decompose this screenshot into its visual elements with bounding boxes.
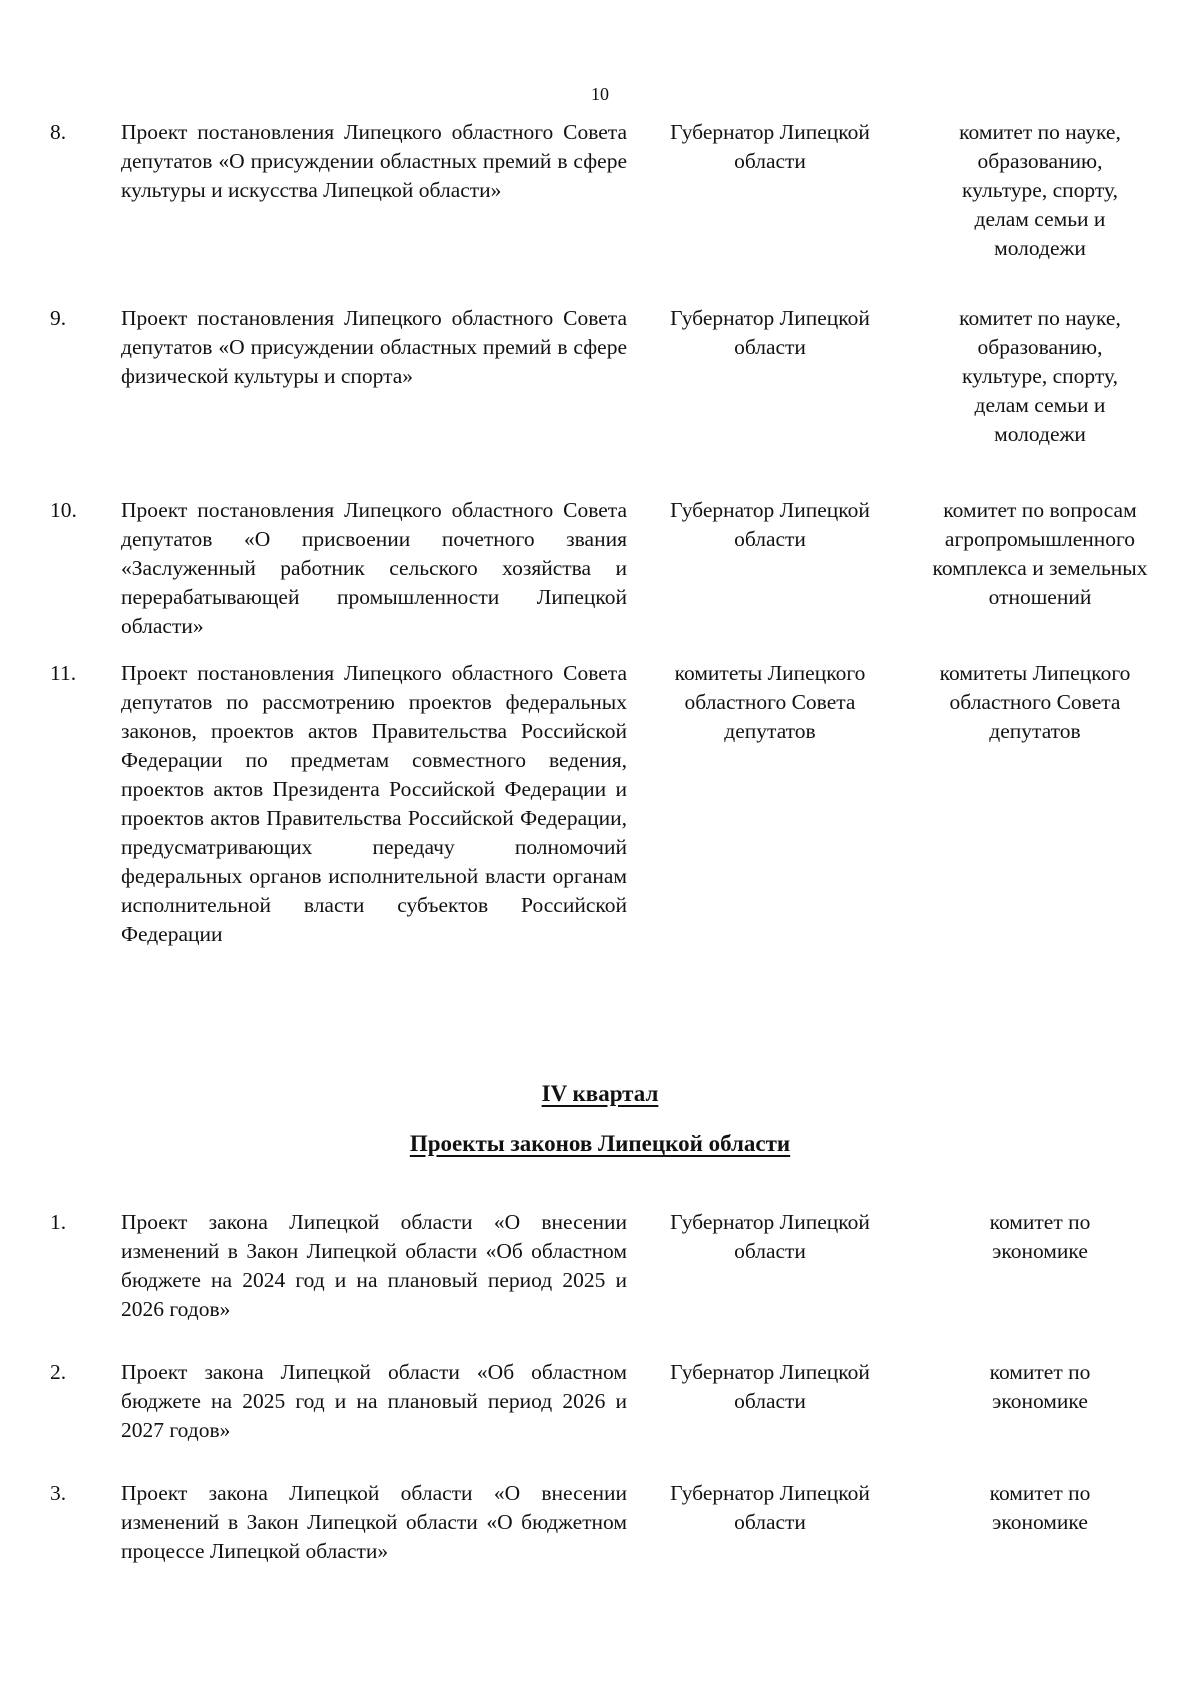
section-title-heading: Проекты законов Липецкой области [409,1131,791,1156]
item-committee: комитет по науке, образованию, культуре, спорту, делам семьи и молодежи [959,306,1121,446]
item-number: 11. [50,661,77,685]
item-committee: комитет по экономике [989,1360,1091,1413]
item-description: Проект постановления Липецкого областного Совета депутатов «О присуждении областных премий в сфере культуры и искусства Липецкой области» [121,120,627,202]
item-committee: комитеты Липецкого областного Совета депутатов [939,661,1131,743]
item-number: 1. [50,1210,67,1234]
section-quarter-heading: IV квартал [541,1081,659,1106]
item-number: 8. [50,120,67,144]
item-description: Проект постановления Липецкого областного Совета депутатов «О присвоении почетного звания «Заслуженный работник сельского хозяйства и перерабатывающей промышленности Липецкой области» [121,498,627,638]
item-number: 2. [50,1360,67,1384]
item-description: Проект постановления Липецкого областного Совета депутатов «О присуждении областных премий в сфере физической культуры и спорта» [121,306,627,388]
item-description: Проект закона Липецкой области «Об областном бюджете на 2025 год и на плановый период 2026 и 2027 годов» [121,1360,627,1442]
item-initiator: Губернатор Липецкой области [670,1210,870,1263]
item-initiator: комитеты Липецкого областного Совета депутатов [674,661,866,743]
item-initiator: Губернатор Липецкой области [670,1481,870,1534]
item-description: Проект закона Липецкой области «О внесении изменений в Закон Липецкой области «О бюджетном процессе Липецкой области» [121,1481,627,1563]
item-committee: комитет по экономике [989,1481,1091,1534]
item-initiator: Губернатор Липецкой области [670,1360,870,1413]
item-committee: комитет по науке, образованию, культуре, спорту, делам семьи и молодежи [959,120,1121,260]
item-description: Проект закона Липецкой области «О внесении изменений в Закон Липецкой области «Об областном бюджете на 2024 год и на плановый период 2025 и 2026 годов» [121,1210,627,1321]
item-description: Проект постановления Липецкого областного Совета депутатов по рассмотрению проектов федеральных законов, проектов актов Правительства Российской Федерации по предметам совместного ведения, проектов актов Президента Российской Федерации и проектов актов Правительства Российской Федерации, предусматривающих передачу полномочий федеральных органов исполнительной власти органам исполнительной власти субъектов Российской Федерации [121,661,627,946]
item-number: 10. [50,498,77,522]
item-initiator: Губернатор Липецкой области [670,306,870,359]
item-number: 3. [50,1481,67,1505]
page-number: 10 [591,84,609,104]
item-number: 9. [50,306,67,330]
item-initiator: Губернатор Липецкой области [670,498,870,551]
item-initiator: Губернатор Липецкой области [670,120,870,173]
item-committee: комитет по вопросам агропромышленного комплекса и земельных отношений [932,498,1148,609]
item-committee: комитет по экономике [989,1210,1091,1263]
